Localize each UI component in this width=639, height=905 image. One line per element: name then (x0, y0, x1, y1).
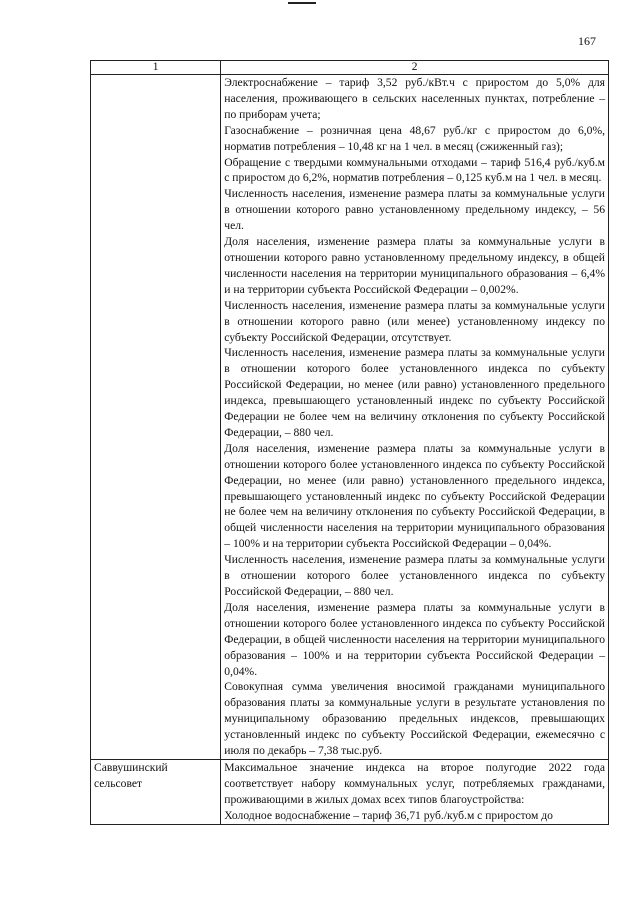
paragraph: Электроснабжение – тариф 3,52 руб./кВт.ч с приростом до 5,0% для населения, проживающего в сельских населенных пунктах, потребление – по приборам учета; (224, 76, 605, 121)
municipality-cell: Саввушинский сельсовет (91, 759, 221, 824)
paragraph: Холодное водоснабжение – тариф 36,71 руб./куб.м с приростом до (224, 808, 553, 822)
column-header-2: 2 (221, 61, 609, 75)
page-number: 167 (578, 34, 596, 48)
column-header-1: 1 (91, 61, 221, 75)
paragraph: Численность населения, изменение размера платы за коммунальные услуги в отношении которого равно установленному предельному индексу, – 56 чел. (224, 187, 605, 233)
tariff-table (90, 60, 609, 825)
description-cell (221, 75, 609, 760)
paragraph: Численность населения, изменение размера платы за коммунальные услуги в отношении которого равно (или менее) установленному индексу по субъекту Российской Федерации, отсутствует. (224, 298, 605, 344)
paragraph: Доля населения, изменение размера платы за коммунальные услуги в отношении которого более установленного индекса по субъекту Российской Федерации, в общей численности населения на территории муниципального образования – 100% и на территории субъекта Российской Федерации – 0,04%. (224, 600, 605, 678)
municipality-cell (91, 75, 221, 760)
top-edge-mark (288, 2, 316, 4)
table-row (91, 759, 609, 824)
description-cell (221, 759, 609, 824)
paragraph: Максимальное значение индекса на второе полугодие 2022 года соответствует набору коммунальных услуг, потребляемых гражданами, проживающими в жилых домах всех типов благоустройства: (224, 760, 605, 806)
paragraph: Газоснабжение – розничная цена 48,67 руб./кг с приростом до 6,0%, норматив потребления – 10,48 кг на 1 чел. в месяц (сжиженный газ); (224, 123, 605, 153)
table-header-row (91, 61, 609, 75)
paragraph: Доля населения, изменение размера платы за коммунальные услуги в отношении которого более установленного индекса по субъекту Российской Федерации, но менее (или равно) установленного предельного индекса, превышающего установленный индекс по субъекту Российской Федерации не более чем на величину отклонения по субъекту Российской Федерации, в общей численности населения на территории муниципального образования – 100% и на территории субъекта Российской Федерации – 0,04%. (224, 441, 605, 551)
paragraph: Численность населения, изменение размера платы за коммунальные услуги в отношении которого более установленного индекса по субъекту Российской Федерации, но менее (или равно) установленного предельного индекса, превышающего установленный индекс по субъекту Российской Федерации не более чем на величину отклонения по субъекту Российской Федерации, – 880 чел. (224, 346, 605, 439)
paragraph: Доля населения, изменение размера платы за коммунальные услуги в отношении которого равно установленному предельному индексу, в общей численности населения на территории муниципального образования – 6,4% и на территории субъекта Российской Федерации – 0,002%. (224, 235, 605, 296)
paragraph: Совокупная сумма увеличения вносимой гражданами муниципального образования платы за коммунальные услуги в результате установления по муниципальному образованию предельных индексов, превышающих установленный индекс по субъекту Российской Федерации, ежемесячно с июля по декабрь – 7,38 тыс.руб. (224, 680, 605, 758)
table-row (91, 75, 609, 760)
paragraph: Численность населения, изменение размера платы за коммунальные услуги в отношении которого более установленного индекса по субъекту Российской Федерации, – 880 чел. (224, 553, 605, 598)
paragraph: Обращение с твердыми коммунальными отходами – тариф 516,4 руб./куб.м с приростом до 6,2%, норматив потребления – 0,125 куб.м на 1 чел. в месяц. (224, 155, 605, 185)
